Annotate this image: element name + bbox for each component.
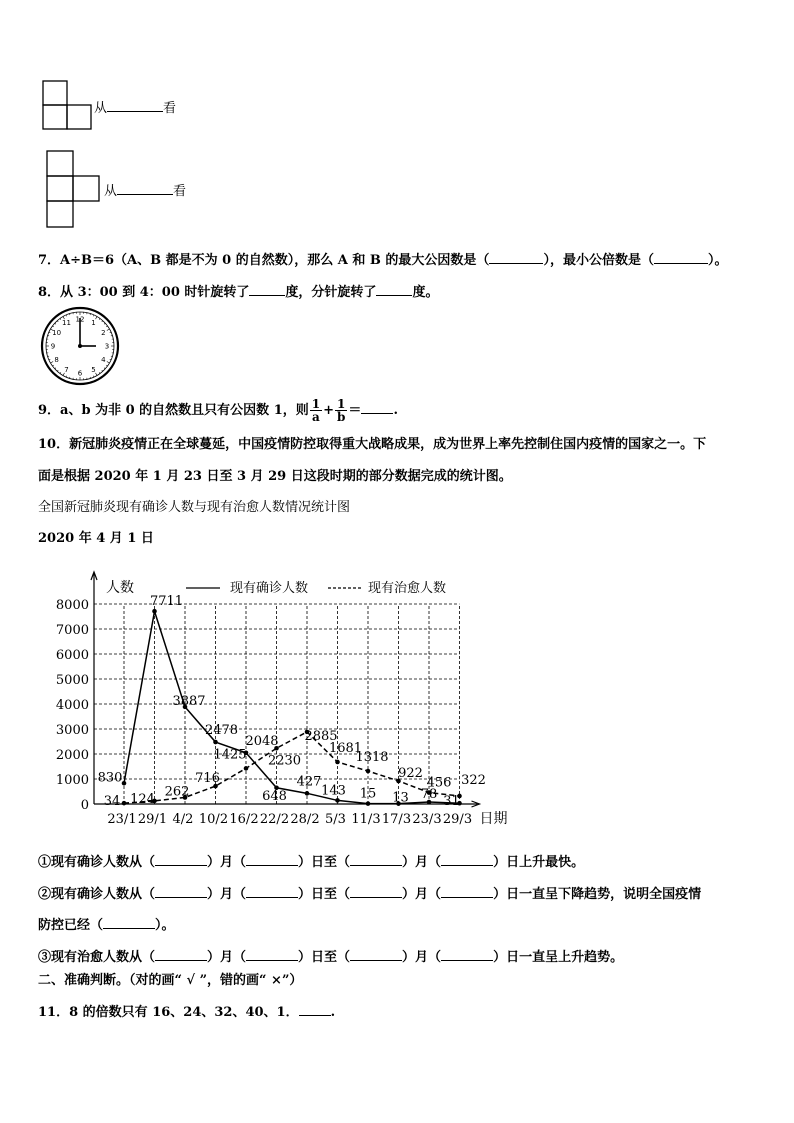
answer-blank[interactable]: [107, 99, 163, 112]
answer-blank[interactable]: [350, 948, 402, 961]
clock-tick: [96, 317, 98, 320]
clock-number: 9: [50, 342, 56, 351]
recovered-data-label: 1425: [213, 747, 247, 763]
confirmed-data-label: 78: [420, 787, 438, 803]
confirmed-data-label: 2478: [204, 723, 239, 739]
question-8: 8．从 3：00 到 4：00 时针旋转了 度，分针旋转了 度。: [38, 285, 439, 300]
clock-tick: [52, 326, 53, 327]
x-tick-label: 23/3: [412, 812, 442, 827]
clock-tick: [107, 329, 110, 331]
question-10-sub2-cont: 防控已经（ ）。: [38, 918, 175, 933]
clock-tick: [106, 326, 107, 327]
y-tick-label: 5000: [55, 673, 89, 688]
clock-face: [40, 306, 120, 386]
clock-tick: [102, 321, 103, 322]
answer-blank[interactable]: [361, 401, 393, 414]
y-tick-label: 6000: [55, 648, 89, 663]
recovered-data-label: 2885: [304, 728, 338, 744]
answer-blank[interactable]: [350, 853, 402, 866]
clock-number: 5: [91, 365, 96, 374]
y-axis-label: 人数: [106, 580, 134, 596]
answer-blank[interactable]: [155, 948, 207, 961]
legend-label-recovered: 现有治愈人数: [368, 581, 447, 596]
clock-number: 6: [77, 369, 83, 378]
question-9: 9．a、b 为非 0 的自然数且只有公因数 1，则 $\frac{1}{a}$ + $\frac{1}{b}$ ＝ .: [38, 397, 398, 424]
answer-blank[interactable]: [155, 853, 207, 866]
clock-tick: [60, 372, 61, 373]
clock-tick: [55, 368, 56, 369]
y-tick-label: 2000: [55, 748, 89, 763]
section-2-title: 二、准确判断。（对的画“ √ ”，错的画“ ×”）: [38, 973, 303, 988]
answer-blank[interactable]: [246, 853, 298, 866]
question-10-sub2: ②现有确诊人数从（ ）月（ ）日至（ ）月（ ）日一直呈下降趋势，说明全国疫情: [38, 887, 702, 902]
y-tick-label: 1000: [55, 773, 89, 788]
y-tick-label: 0: [80, 798, 89, 813]
question-10-sub1: ①现有确诊人数从（ ）月（ ）日至（ ）月（ ）日上升最快。: [38, 855, 585, 870]
clock-tick: [51, 362, 54, 364]
clock-tick: [57, 321, 58, 322]
recovered-data-label: 2230: [267, 753, 302, 769]
recovered-data-label: 456: [426, 775, 452, 791]
recovered-data-label: 322: [461, 772, 486, 788]
clock-tick: [96, 373, 98, 376]
x-tick-label: 17/3: [381, 812, 412, 827]
clock-number: 11: [62, 319, 71, 328]
confirmed-data-label: 427: [296, 774, 322, 790]
fraction-1-over-b: $\frac{1}{b}$: [337, 397, 346, 424]
clock-tick: [99, 372, 100, 373]
clock-number: 7: [64, 365, 69, 374]
line-chart: [36, 568, 536, 834]
question-10-line1: 10．新冠肺炎疫情正在全球蔓延，中国疫情防控取得重大战略成果，成为世界上率先控制住国内疫情的国家之一。下: [38, 437, 707, 452]
recovered-data-label: 124: [130, 791, 155, 807]
clock-tick: [102, 370, 103, 371]
clock-tick: [57, 370, 58, 371]
recovered-series-point: [244, 766, 249, 771]
clock-tick: [52, 365, 53, 366]
x-tick-label: 10/2: [198, 812, 229, 827]
answer-blank[interactable]: [441, 885, 493, 898]
x-tick-label: 29/3: [442, 812, 473, 827]
answer-blank[interactable]: [441, 853, 493, 866]
x-tick-label: 29/1: [137, 812, 168, 827]
answer-blank[interactable]: [246, 948, 298, 961]
x-tick-label: 11/3: [351, 812, 381, 827]
confirmed-series-point: [335, 798, 340, 803]
confirmed-data-label: 13: [392, 790, 409, 806]
answer-blank[interactable]: [376, 283, 412, 296]
recovered-data-label: 1681: [328, 740, 363, 756]
answer-blank[interactable]: [249, 283, 285, 296]
question-11: 11．8 的倍数只有 16、24、32、40、1． .: [38, 1005, 336, 1020]
confirmed-data-label: 2048: [245, 733, 279, 749]
clock-tick: [60, 318, 61, 319]
view-question-1: 从 看: [94, 101, 177, 116]
recovered-data-label: 262: [164, 784, 190, 800]
recovered-data-label: 716: [195, 771, 220, 787]
clock-number: 12: [75, 315, 85, 324]
y-tick-label: 3000: [55, 723, 89, 738]
recovered-data-label: 34: [103, 794, 121, 810]
recovered-data-label: 1318: [355, 750, 389, 766]
confirmed-data-label: 648: [262, 788, 287, 804]
answer-blank[interactable]: [350, 885, 402, 898]
clock-number: 1: [91, 319, 96, 328]
fraction-1-over-a: $\frac{1}{a}$: [311, 397, 321, 424]
x-tick-label: 4/2: [172, 812, 194, 827]
view-shape-2: [46, 150, 102, 230]
x-tick-label: 5/3: [325, 812, 346, 827]
clock-number: 4: [101, 356, 106, 364]
recovered-data-label: 922: [398, 765, 423, 781]
confirmed-data-label: 830: [97, 770, 123, 786]
x-axis-label: 日期: [479, 811, 508, 827]
answer-blank[interactable]: [299, 1003, 331, 1016]
answer-blank[interactable]: [103, 916, 155, 929]
y-tick-label: 7000: [55, 623, 89, 638]
recovered-series-point: [366, 769, 371, 774]
chart-date: 2020 年 4 月 1 日: [38, 531, 154, 546]
x-tick-label: 23/1: [107, 812, 137, 827]
confirmed-series-point: [366, 801, 371, 806]
confirmed-data-label: 143: [321, 783, 346, 799]
confirmed-data-label: 3887: [172, 693, 206, 709]
clock-tick: [55, 323, 56, 324]
clock-tick: [107, 362, 110, 364]
confirmed-series-point: [305, 791, 310, 796]
confirmed-data-label: 7711: [149, 594, 184, 610]
y-tick-label: 4000: [55, 698, 89, 713]
question-10-line2: 面是根据 2020 年 1 月 23 日至 3 月 29 日这段时期的部分数据完成的统计图。: [38, 469, 512, 484]
clock-tick: [104, 323, 105, 324]
x-tick-label: 28/2: [290, 812, 320, 827]
answer-blank[interactable]: [654, 251, 708, 264]
confirmed-data-label: 15: [359, 786, 377, 802]
recovered-series-point: [122, 801, 127, 806]
clock-number: 10: [52, 329, 62, 337]
x-tick-label: 22/2: [259, 812, 290, 827]
confirmed-series-point: [152, 609, 157, 614]
answer-blank[interactable]: [117, 182, 173, 195]
legend-label-confirmed: 现有确诊人数: [230, 581, 309, 596]
clock-number: 8: [54, 356, 59, 364]
clock-number: 2: [101, 329, 106, 337]
y-tick-label: 8000: [55, 598, 89, 613]
confirmed-data-label: 31: [443, 794, 460, 810]
answer-blank[interactable]: [441, 948, 493, 961]
confirmed-series-point: [213, 740, 218, 745]
x-tick-label: 16/2: [229, 812, 259, 827]
view-shape-1: [42, 80, 94, 132]
recovered-series-point: [335, 760, 340, 765]
question-7: 7．A÷B＝6（A、B 都是不为 0 的自然数），那么 A 和 B 的最大公因数是（ ），最小公倍数是（ ）。: [38, 253, 728, 268]
answer-blank[interactable]: [155, 885, 207, 898]
question-10-sub3: ③现有治愈人数从（ ）月（ ）日至（ ）月（ ）日一直呈上升趋势。: [38, 950, 624, 965]
clock-tick: [104, 368, 105, 369]
answer-blank[interactable]: [489, 251, 543, 264]
clock-tick: [106, 365, 107, 366]
answer-blank[interactable]: [246, 885, 298, 898]
view-question-2: 从 看: [104, 184, 187, 199]
clock-number: 3: [104, 342, 110, 351]
clock-tick: [99, 318, 100, 319]
chart-title: 全国新冠肺炎现有确诊人数与现有治愈人数情况统计图: [38, 500, 351, 515]
